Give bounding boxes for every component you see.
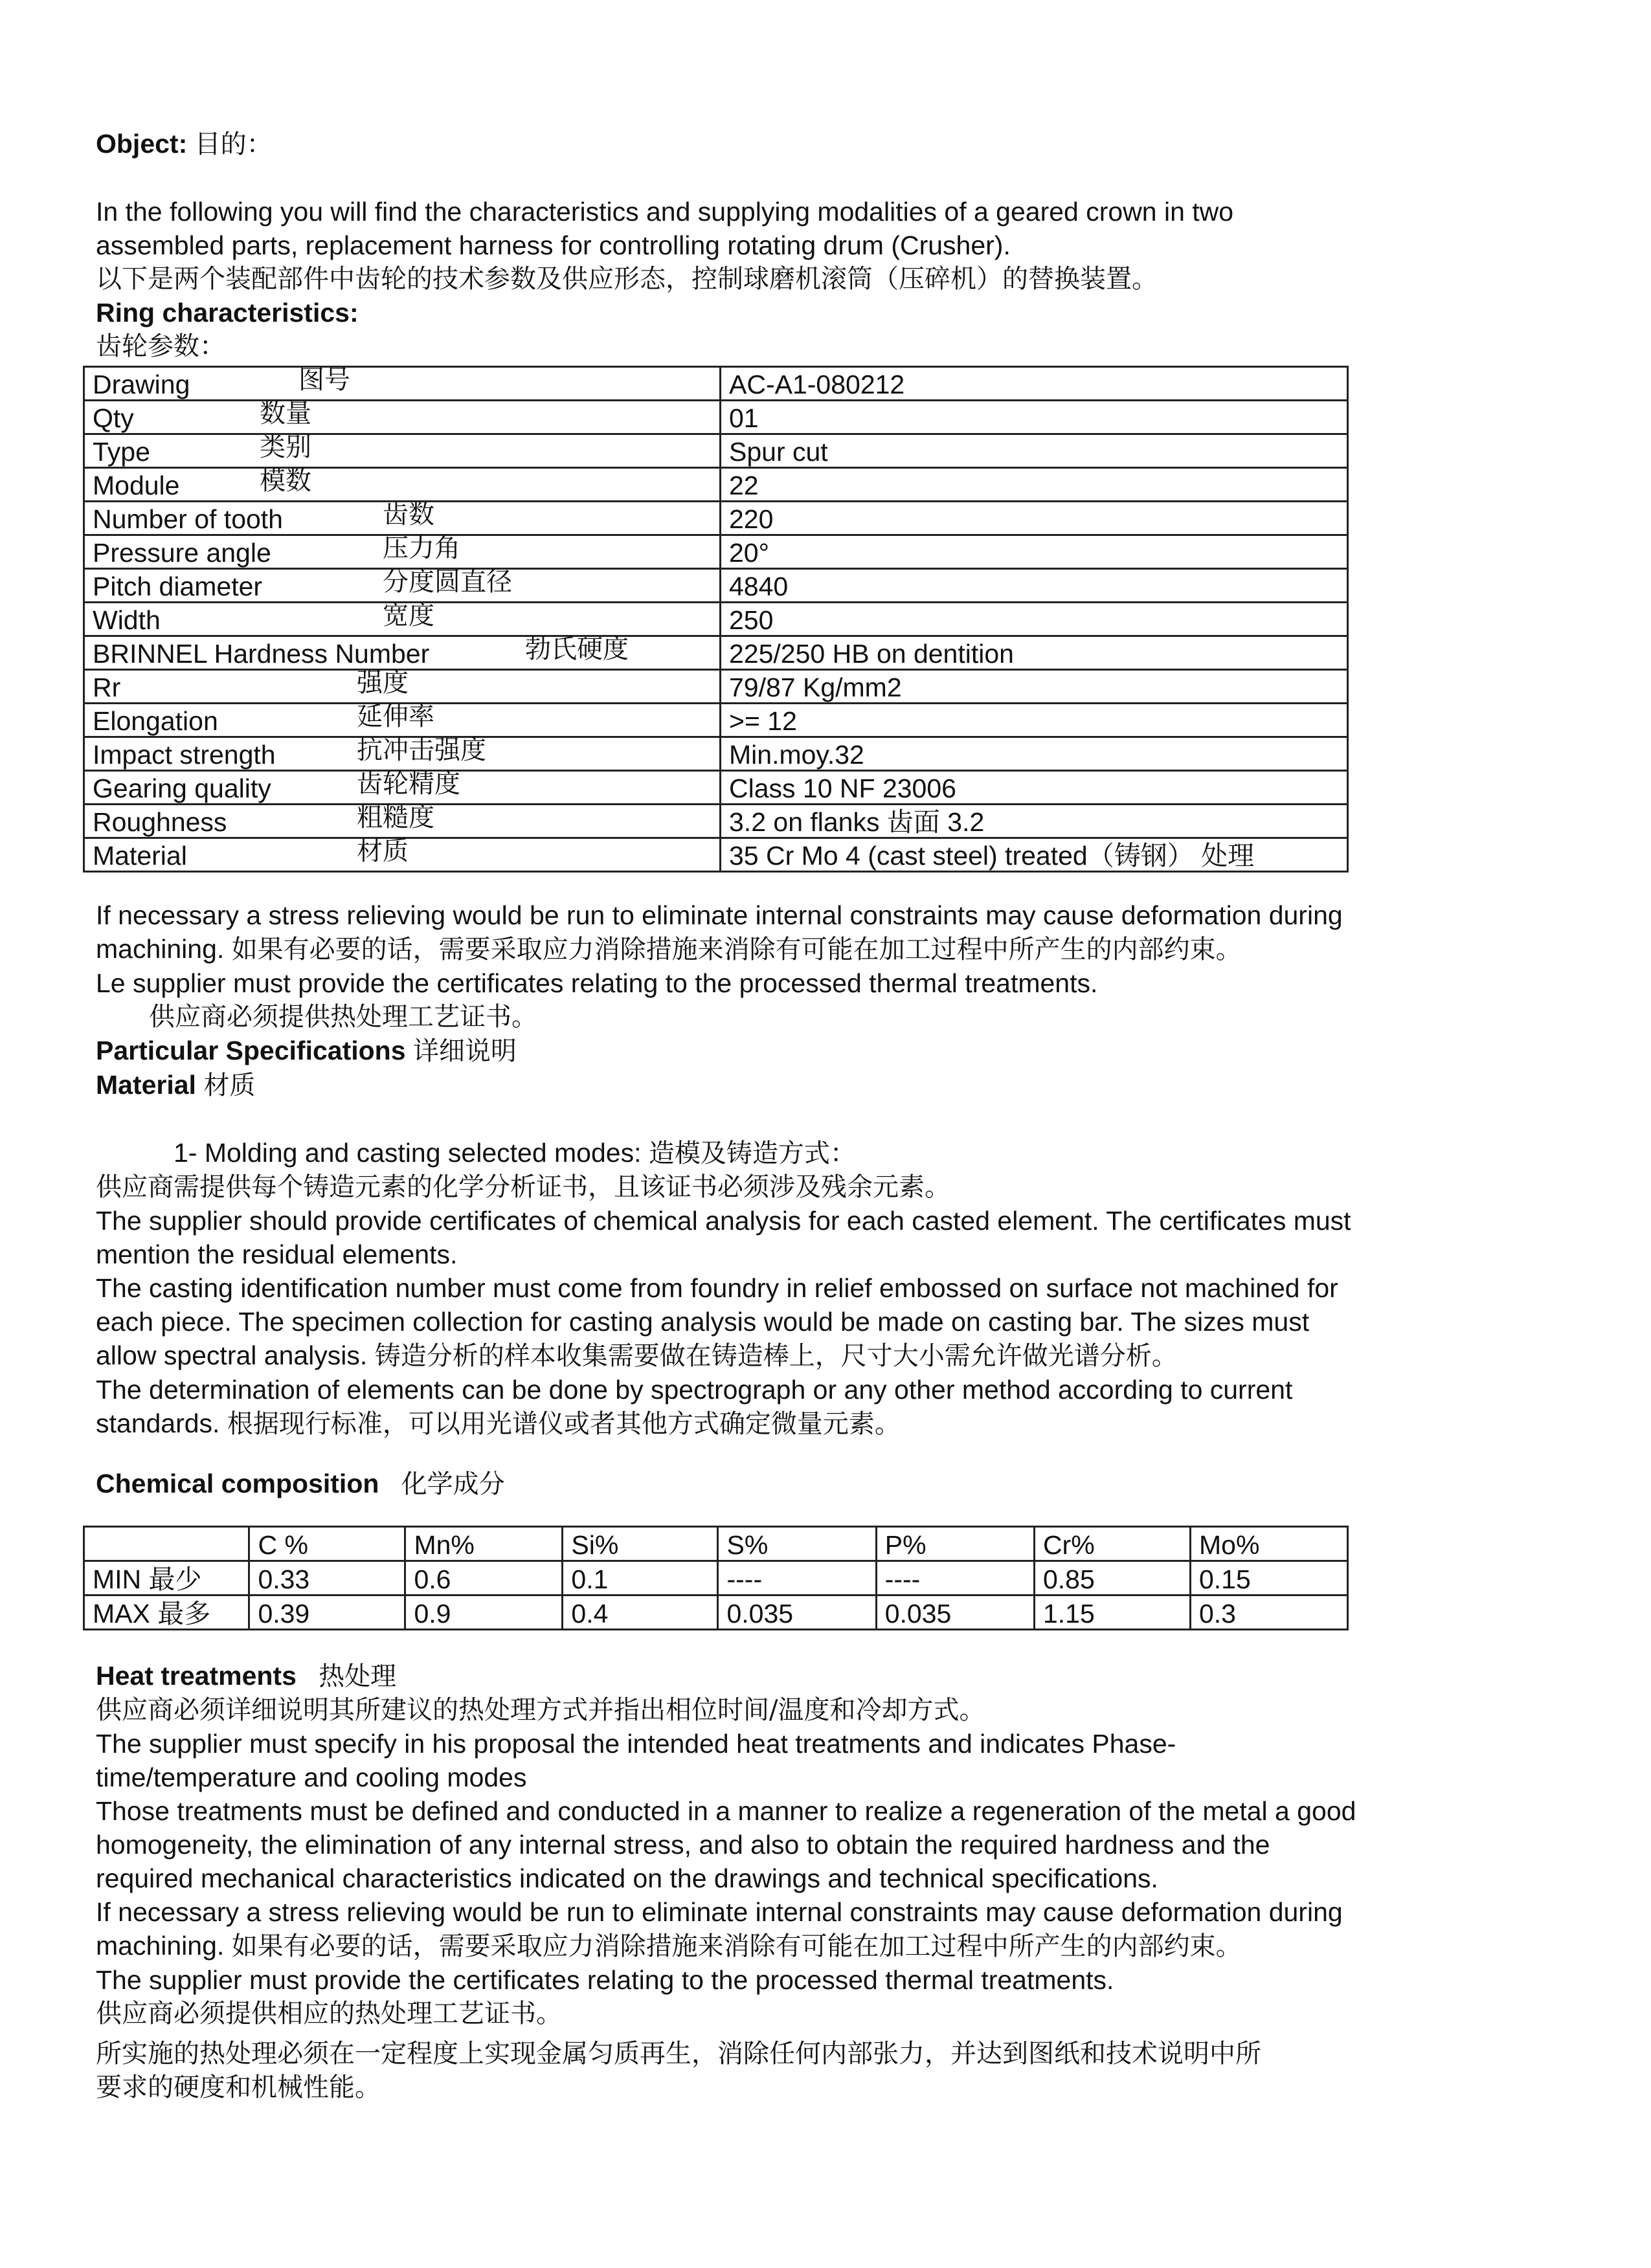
- document-page: [93, 127, 1533, 2104]
- spec-label: Width: [93, 605, 161, 635]
- spec-value: >= 12: [721, 704, 1348, 737]
- spec-label: Pitch diameter: [93, 572, 263, 601]
- spec-row: [84, 535, 1348, 569]
- chem-row: [84, 1561, 1348, 1595]
- spec-label-zh: 齿轮精度: [357, 769, 460, 799]
- heat-zh-1: 供应商必须详细说明其所建议的热处理方式并指出相位时间/温度和冷却方式。: [96, 1695, 985, 1725]
- spec-label-zh: 宽度: [383, 601, 434, 630]
- molding-en-3: The casting identification number must come from foundry in relief embossed on surface not machined for: [96, 1273, 1338, 1303]
- spec-label: Module: [93, 471, 180, 500]
- spec-label-cell: [84, 468, 721, 502]
- spec-label-zh: 强度: [357, 668, 409, 698]
- spec-label-zh: 粗糙度: [357, 803, 434, 832]
- spec-label: Rr: [93, 673, 121, 702]
- ring-characteristics-title: Ring characteristics:: [96, 298, 359, 328]
- spec-label-cell: [84, 535, 721, 569]
- chem-cell: 1.15: [1034, 1595, 1190, 1630]
- chem-cell: 0.3: [1190, 1595, 1347, 1630]
- ring-spec-table: [83, 366, 1349, 873]
- spec-label-cell: [84, 704, 721, 737]
- spec-value: Class 10 NF 23006: [721, 771, 1348, 805]
- stress-line-3: Le supplier must provide the certificates relating to the processed thermal treatments.: [96, 968, 1098, 998]
- molding-en-5: allow spectral analysis. 铸造分析的样本收集需要做在铸造棒上，尺寸大小需允许做光谱分析。: [96, 1340, 1178, 1371]
- spec-row: [84, 502, 1348, 535]
- stress-line-2: machining. 如果有必要的话，需要采取应力消除措施来消除有可能在加工过程中所产生的内部约束。: [96, 934, 1242, 964]
- chem-row: [84, 1595, 1348, 1630]
- intro-line-2: assembled parts, replacement harness for controlling rotating drum (Crusher).: [96, 230, 1011, 260]
- chem-header-cell: Mo%: [1190, 1527, 1347, 1561]
- chem-row-label: MIN 最少: [84, 1561, 249, 1595]
- spec-label-cell: [84, 434, 721, 468]
- chem-row-label: MAX 最多: [84, 1595, 249, 1630]
- spec-label-cell: [84, 502, 721, 535]
- heat-treatments-heading: Heat treatments 热处理: [96, 1661, 397, 1691]
- spec-row: [84, 805, 1348, 838]
- molding-en-7: standards. 根据现行标准，可以用光谱仪或者其他方式确定微量元素。: [96, 1408, 901, 1439]
- molding-en-1: The supplier should provide certificates of chemical analysis for each casted element. The certificates must: [96, 1206, 1351, 1236]
- spec-label-cell: [84, 771, 721, 805]
- spec-label: Elongation: [93, 706, 218, 736]
- chem-cell: ----: [718, 1561, 876, 1595]
- chem-header-cell: Cr%: [1034, 1527, 1190, 1561]
- chem-header-cell: Mn%: [405, 1527, 563, 1561]
- heat-en-4: homogeneity, the elimination of any internal stress, and also to obtain the required hardness and the: [96, 1830, 1270, 1860]
- spec-label-zh: 压力角: [383, 533, 460, 563]
- chem-cell: 0.39: [249, 1595, 405, 1630]
- heat-en-8: The supplier must provide the certificates relating to the processed thermal treatments.: [96, 1965, 1114, 1995]
- spec-row: [84, 636, 1348, 670]
- ring-characteristics-zh: 齿轮参数：: [96, 331, 225, 361]
- chem-cell: 0.85: [1034, 1561, 1190, 1595]
- spec-value: AC-A1-080212: [721, 367, 1348, 401]
- chem-cell: 0.15: [1190, 1561, 1347, 1595]
- particular-specifications-heading: Particular Specifications 详细说明: [96, 1036, 517, 1066]
- spec-label: Material: [93, 841, 187, 871]
- chem-cell: 0.9: [405, 1595, 563, 1630]
- heat-zh-5: 要求的硬度和机械性能。: [96, 2073, 381, 2102]
- spec-row: [84, 771, 1348, 805]
- spec-label-cell: [84, 670, 721, 704]
- molding-en-4: each piece. The specimen collection for casting analysis would be made on casting bar. The sizes must: [96, 1307, 1310, 1337]
- spec-label: BRINNEL Hardness Number: [93, 639, 430, 669]
- spec-label: Gearing quality: [93, 773, 271, 803]
- spec-label-zh: 分度圆直径: [383, 567, 512, 597]
- spec-label-cell: [84, 569, 721, 603]
- spec-value: 220: [721, 502, 1348, 535]
- spec-value: 3.2 on flanks 齿面 3.2: [721, 805, 1348, 838]
- spec-label-cell: [84, 367, 721, 401]
- intro-line-1: In the following you will find the characteristics and supplying modalities of a geared crown in two: [96, 197, 1234, 227]
- spec-label-zh: 延伸率: [357, 702, 434, 731]
- chem-header-cell: S%: [718, 1527, 876, 1561]
- spec-row: [84, 838, 1348, 872]
- heat-en-2: time/temperature and cooling modes: [96, 1762, 527, 1792]
- spec-row: [84, 569, 1348, 603]
- spec-value: 250: [721, 603, 1348, 636]
- molding-item: 1- Molding and casting selected modes: 造模及铸造方式：: [174, 1138, 856, 1168]
- spec-row: [84, 704, 1348, 737]
- chemical-composition-table: [83, 1526, 1349, 1630]
- spec-value: Min.moy.32: [721, 737, 1348, 771]
- spec-value: 35 Cr Mo 4 (cast steel) treated（铸钢） 处理: [721, 838, 1348, 872]
- material-heading: Material 材质: [96, 1070, 256, 1100]
- spec-value: 22: [721, 468, 1348, 502]
- spec-label-zh: 数量: [260, 399, 311, 428]
- spec-row: [84, 603, 1348, 636]
- spec-label: Number of tooth: [93, 504, 283, 534]
- object-heading: Object: 目的：: [96, 129, 273, 159]
- spec-label: Roughness: [93, 807, 227, 837]
- spec-row: [84, 401, 1348, 434]
- spec-label: Pressure angle: [93, 538, 271, 568]
- spec-label-zh: 抗冲击强度: [357, 735, 486, 765]
- intro-zh: 以下是两个装配部件中齿轮的技术参数及供应形态，控制球磨机滚筒（压碎机）的替换装置。: [96, 264, 1158, 294]
- spec-value: 79/87 Kg/mm2: [721, 670, 1348, 704]
- spec-row: [84, 367, 1348, 401]
- chem-header-cell: Si%: [563, 1527, 718, 1561]
- spec-label-cell: [84, 636, 721, 670]
- spec-row: [84, 468, 1348, 502]
- heat-en-1: The supplier must specify in his proposal the intended heat treatments and indicates Phase-: [96, 1729, 1176, 1759]
- chem-cell: 0.035: [876, 1595, 1034, 1630]
- chem-header-cell: [84, 1527, 249, 1561]
- spec-label: Type: [93, 437, 150, 467]
- spec-value: 4840: [721, 569, 1348, 603]
- chem-header-cell: P%: [876, 1527, 1034, 1561]
- spec-row: [84, 737, 1348, 771]
- spec-label-cell: [84, 737, 721, 771]
- spec-label-cell: [84, 401, 721, 434]
- spec-label-cell: [84, 838, 721, 872]
- spec-value: 225/250 HB on dentition: [721, 636, 1348, 670]
- chem-cell: 0.1: [563, 1561, 718, 1595]
- spec-row: [84, 434, 1348, 468]
- chem-cell: 0.33: [249, 1561, 405, 1595]
- spec-value: 20°: [721, 535, 1348, 569]
- spec-label-cell: [84, 805, 721, 838]
- spec-label-cell: [84, 603, 721, 636]
- spec-label-zh: 图号: [298, 365, 350, 395]
- spec-label: Drawing: [93, 370, 190, 399]
- spec-label-zh: 齿数: [383, 500, 434, 529]
- heat-en-6: If necessary a stress relieving would be run to eliminate internal constraints may cause deformation during: [96, 1897, 1343, 1927]
- chem-cell: 0.6: [405, 1561, 563, 1595]
- molding-en-6: The determination of elements can be done by spectrograph or any other method according to current: [96, 1375, 1293, 1405]
- chem-header-cell: C %: [249, 1527, 405, 1561]
- spec-row: [84, 670, 1348, 704]
- spec-label-zh: 类别: [260, 432, 311, 462]
- chemical-composition-heading: Chemical composition 化学成分: [96, 1469, 505, 1499]
- spec-value: Spur cut: [721, 434, 1348, 468]
- spec-label: Impact strength: [93, 740, 276, 770]
- molding-en-2: mention the residual elements.: [96, 1240, 458, 1269]
- heat-en-7: machining. 如果有必要的话，需要采取应力消除措施来消除有可能在加工过程中所产生的内部约束。: [96, 1931, 1242, 1961]
- spec-value: 01: [721, 401, 1348, 434]
- chem-cell: 0.4: [563, 1595, 718, 1630]
- stress-line-1: If necessary a stress relieving would be run to eliminate internal constraints may cause deformation during: [96, 900, 1343, 930]
- heat-zh-4: 所实施的热处理必须在一定程度上实现金属匀质再生，消除任何内部张力，并达到图纸和技术说明中所: [96, 2039, 1261, 2069]
- spec-label-zh: 勃氏硬度: [525, 634, 629, 664]
- spec-label-zh: 模数: [260, 466, 311, 496]
- chem-cell: ----: [876, 1561, 1034, 1595]
- heat-en-3: Those treatments must be defined and conducted in a manner to realize a regeneration of the metal a good: [96, 1796, 1356, 1826]
- spec-label-zh: 材质: [357, 836, 409, 866]
- chem-header-row: [84, 1527, 1348, 1561]
- heat-zh-3: 供应商必须提供相应的热处理工艺证书。: [96, 1999, 562, 2029]
- stress-line-4-zh: 供应商必须提供热处理工艺证书。: [149, 1002, 537, 1032]
- heat-en-5: required mechanical characteristics indicated on the drawings and technical specifications.: [96, 1863, 1158, 1893]
- molding-zh-1: 供应商需提供每个铸造元素的化学分析证书，且该证书必须涉及残余元素。: [96, 1172, 950, 1202]
- spec-label: Qty: [93, 403, 134, 433]
- chem-cell: 0.035: [718, 1595, 876, 1630]
